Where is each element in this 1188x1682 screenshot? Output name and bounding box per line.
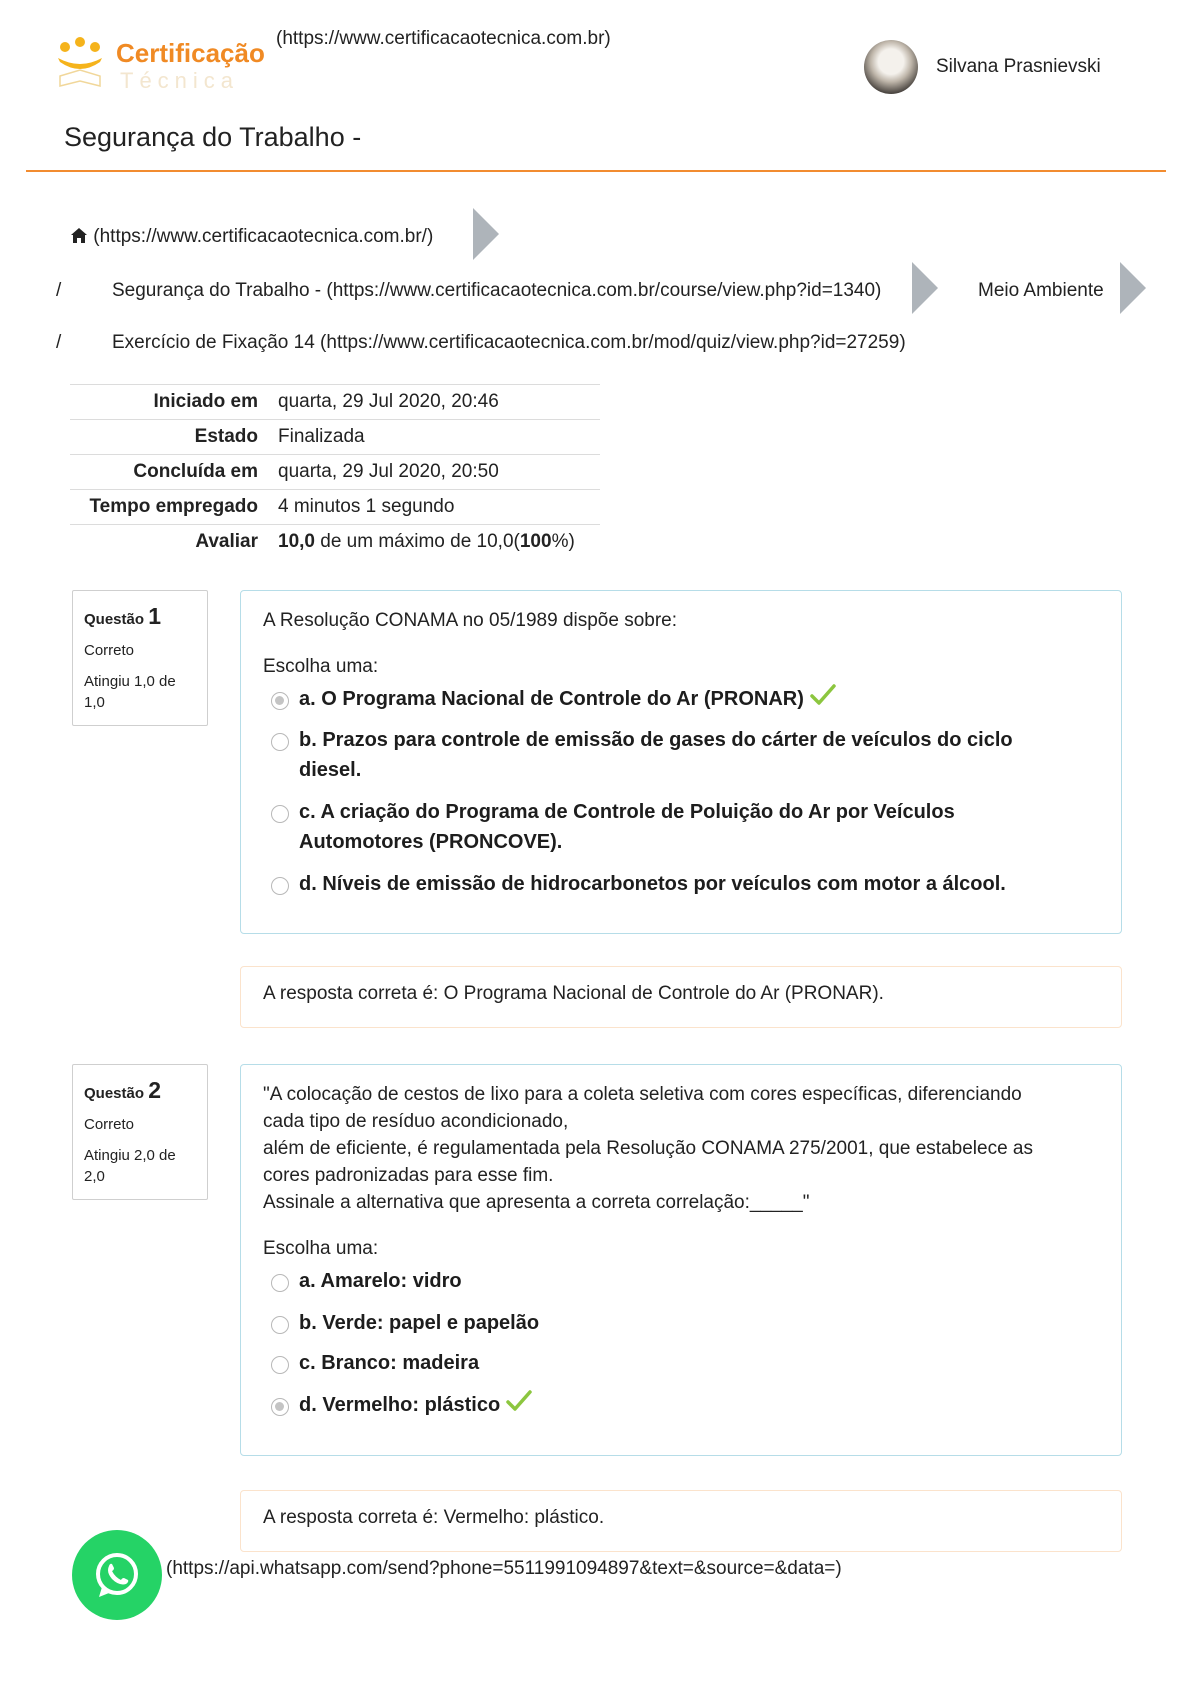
radio-button[interactable] [271,1356,289,1374]
breadcrumb-course[interactable]: Segurança do Trabalho - (https://www.certificacaotecnica.com.br/course/view.php?id=1340) [112,280,882,301]
radio-button[interactable] [271,692,289,710]
option-text: b. Verde: papel e papelão [299,1312,540,1334]
header-divider [26,170,1166,172]
answer-prompt: Escolha uma: [263,656,379,677]
summary-row-time [70,489,600,524]
question-score: Atingiu 2,0 de 2,0 [84,1147,176,1185]
radio-button[interactable] [271,1398,289,1416]
grade-percent: 100 [519,531,552,552]
answer-option[interactable] [271,797,1099,857]
answer-option[interactable] [271,1390,1099,1421]
answer-option[interactable] [271,1348,1099,1378]
radio-button[interactable] [271,805,289,823]
question-info [72,590,208,726]
summary-row-started [70,384,600,419]
logo-link-url[interactable]: (https://www.certificacaotecnica.com.br) [276,28,611,49]
grade-text-end: %) [551,531,575,552]
checkmark-icon [810,684,836,715]
page-title: Segurança do Trabalho - [64,122,362,152]
question-text-line: além de eficiente, é regulamentada pela Resolução CONAMA 275/2001, que estabelece as cores padronizadas para esse fim. [263,1138,1033,1186]
home-icon [70,227,88,250]
breadcrumb-home-url[interactable]: (https://www.certificacaotecnica.com.br/) [93,226,434,247]
answer-option[interactable] [271,725,1099,785]
summary-label: Estado [194,426,258,447]
question-content [240,590,1122,934]
breadcrumb-chevron-icon [912,262,938,314]
summary-value: 4 minutos 1 segundo [278,496,455,517]
summary-label: Iniciado em [153,391,258,412]
question-text [263,1081,1063,1216]
question-content [240,1064,1122,1456]
answer-feedback: A resposta correta é: Vermelho: plástico. [240,1490,1122,1552]
question-number: 2 [148,1077,161,1103]
logo-text-primary: Certificação [116,38,265,68]
summary-label: Tempo empregado [89,496,258,517]
breadcrumb-section[interactable]: Meio Ambiente [978,280,1104,301]
option-text: b. Prazos para controle de emissão de gases do cárter de veículos do ciclo diesel. [299,729,1013,782]
site-logo[interactable] [56,36,266,94]
answer-prompt: Escolha uma: [263,1238,379,1259]
summary-row-finished [70,454,600,489]
breadcrumb-chevron-icon [1120,262,1146,314]
answer-option[interactable] [271,1308,1099,1338]
question-text: A Resolução CONAMA no 05/1989 dispõe sobre: [263,610,678,631]
answer-option[interactable] [271,684,1099,715]
question-text-line: "A colocação de cestos de lixo para a coleta seletiva com cores específicas, diferenciando cada tipo de resíduo acondicionado, [263,1084,1022,1132]
summary-row-grade [70,524,600,559]
question-info [72,1064,208,1200]
whatsapp-link-url[interactable]: (https://api.whatsapp.com/send?phone=5511991094897&text=&source=&data=) [166,1558,842,1579]
summary-value: quarta, 29 Jul 2020, 20:50 [278,461,499,482]
answer-option[interactable] [271,1266,1099,1296]
option-text: a. Amarelo: vidro [299,1270,462,1292]
answer-feedback: A resposta correta é: O Programa Nacional de Controle do Ar (PRONAR). [240,966,1122,1028]
logo-graphic [56,36,266,94]
radio-button[interactable] [271,733,289,751]
question-status: Correto [84,1116,135,1133]
grade-score: 10,0 [278,531,315,552]
question-label: Questão [84,611,145,628]
summary-label: Avaliar [195,531,258,552]
summary-row-state [70,419,600,454]
summary-value: quarta, 29 Jul 2020, 20:46 [278,391,499,412]
question-status: Correto [84,642,135,659]
breadcrumb-home[interactable] [70,226,433,250]
question-text-line: Assinale a alternativa que apresenta a correta correlação:_____" [263,1192,810,1213]
radio-button[interactable] [271,877,289,895]
attempt-summary-table [70,384,600,559]
breadcrumb-separator: / [56,280,62,301]
option-text: c. A criação do Programa de Controle de Poluição do Ar por Veículos Automotores (PRONCOVE). [299,801,955,854]
question-label: Questão [84,1085,145,1102]
question-number: 1 [148,603,161,629]
option-text: d. Vermelho: plástico [299,1394,501,1416]
grade-text: de um máximo de 10,0( [314,531,520,552]
radio-button[interactable] [271,1316,289,1334]
summary-value: Finalizada [278,426,365,447]
breadcrumb-separator: / [56,332,62,353]
radio-button[interactable] [271,1274,289,1292]
option-text: d. Níveis de emissão de hidrocarbonetos por veículos com motor a álcool. [299,873,1006,896]
breadcrumb-chevron-icon [473,208,499,260]
summary-label: Concluída em [133,461,258,482]
option-text: c. Branco: madeira [299,1352,480,1374]
user-name[interactable]: Silvana Prasnievski [936,56,1101,77]
question-score: Atingiu 1,0 de 1,0 [84,673,176,711]
summary-value [278,531,600,553]
logo-text-secondary: Técnica [120,68,240,93]
whatsapp-button[interactable] [72,1530,162,1620]
whatsapp-icon [72,1530,162,1620]
breadcrumb-quiz[interactable]: Exercício de Fixação 14 (https://www.certificacaotecnica.com.br/mod/quiz/view.php?id=27259) [112,332,906,353]
answer-option[interactable] [271,869,1099,899]
option-text: a. O Programa Nacional de Controle do Ar (PRONAR) [299,688,804,710]
user-avatar[interactable] [864,40,918,94]
checkmark-icon [506,1390,532,1421]
